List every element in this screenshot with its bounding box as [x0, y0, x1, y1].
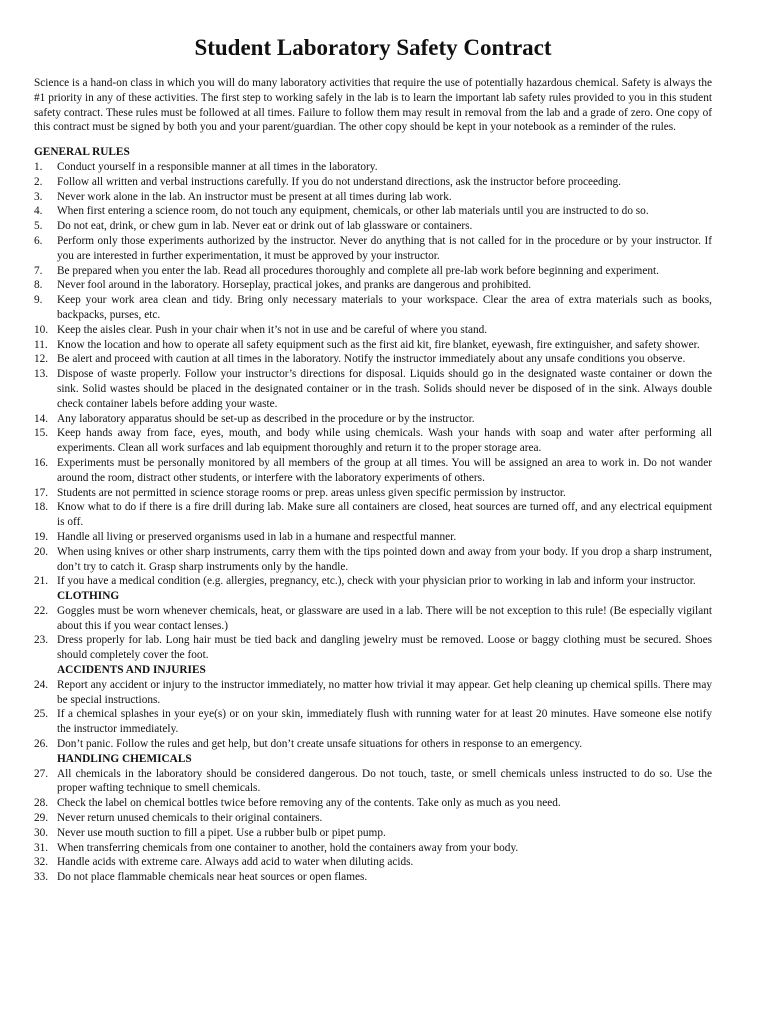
rule-number: 5. [34, 220, 43, 233]
rule-text: Handle all living or preserved organisms used in lab in a humane and respectful manner. [57, 530, 457, 543]
rule-item [34, 486, 712, 501]
rule-text: When using knives or other sharp instruments, carry them with the tips pointed down and away from your body. If you drop a sharp instrument, don’t try to catch it. Grasp sharp instruments only by the handle. [57, 545, 712, 573]
rule-text: Students are not permitted in science storage rooms or prep. areas unless given specific permission by instructor. [57, 486, 566, 499]
rule-text: Dispose of waste properly. Follow your instructor’s directions for disposal. Liquids should go in the designated waste container or down the sink. Solid wastes should be placed in the designated container or in the trash. Solids should never be disposed of in the sink. Always double check container labels before adding your waste. [57, 368, 712, 410]
rule-number: 20. [34, 545, 49, 558]
rule-item [34, 737, 712, 752]
rule-text: Keep hands away from face, eyes, mouth, and body while using chemicals. Wash your hands with soap and water after performing all experiments. Clean all work surfaces and lab equipment thoroughly and return it to the proper storage area. [57, 427, 712, 455]
rule-item [34, 323, 712, 338]
rule-item [34, 707, 712, 737]
rule-text: Handle acids with extreme care. Always add acid to water when diluting acids. [57, 856, 414, 869]
rule-item [34, 190, 712, 205]
rule-item [34, 811, 712, 826]
rule-item [34, 264, 712, 279]
rule-item [34, 338, 712, 353]
rule-item [34, 175, 712, 190]
rule-number: 16. [34, 456, 49, 469]
rule-number: 33. [34, 871, 49, 884]
rules-list [34, 767, 712, 885]
rule-text: Never work alone in the lab. An instructor must be present at all times during lab work. [57, 190, 452, 203]
rule-number: 14. [34, 412, 49, 425]
rule-number: 24. [34, 678, 49, 691]
rule-number: 29. [34, 812, 49, 825]
rule-number: 30. [34, 826, 49, 839]
page-title: Student Laboratory Safety Contract [194, 35, 552, 60]
rule-item [34, 796, 712, 811]
rule-item [34, 234, 712, 264]
rule-number: 3. [34, 190, 43, 203]
rule-item [34, 604, 712, 634]
rule-text: If you have a medical condition (e.g. allergies, pregnancy, etc.), check with your physician prior to working in lab and inform your instructor. [57, 575, 696, 588]
rule-text: When transferring chemicals from one container to another, hold the containers away from your body. [57, 841, 519, 854]
rule-number: 2. [34, 175, 43, 188]
rule-number: 6. [34, 234, 43, 247]
rules-list [34, 604, 712, 663]
rule-number: 31. [34, 841, 49, 854]
rule-item [34, 352, 712, 367]
rule-item [34, 426, 712, 456]
rule-number: 22. [34, 604, 49, 617]
rule-text: All chemicals in the laboratory should be considered dangerous. Do not touch, taste, or smell chemicals unless instructed to do so. Use the proper wafting technique to smell chemicals. [57, 767, 712, 795]
rule-number: 9. [34, 294, 43, 307]
rule-item [34, 456, 712, 486]
rule-item [34, 841, 712, 856]
rule-text: Keep your work area clean and tidy. Bring only necessary materials to your workspace. Clear the area of extra materials such as books, backpacks, purses, etc. [57, 294, 712, 321]
rule-item [34, 500, 712, 530]
rule-text: Any laboratory apparatus should be set-up as described in the procedure or by the instructor. [57, 412, 475, 425]
rule-text: If a chemical splashes in your eye(s) or on your skin, immediately flush with running water for at least 20 minutes. Have someone else notify the instructor immediately. [57, 708, 712, 736]
rule-text: Know what to do if there is a fire drill during lab. Make sure all containers are closed, heat sources are turned off, and any electrical equipment is off. [57, 501, 712, 529]
rule-number: 17. [34, 486, 49, 499]
rule-text: Perform only those experiments authorized by the instructor. Never do anything that is not called for in the procedure or by your instructor. If you are interested in further experimentation, it must be approved by your instructor. [57, 234, 712, 262]
rule-text: Never use mouth suction to fill a pipet. Use a rubber bulb or pipet pump. [57, 826, 386, 839]
rule-item [34, 412, 712, 427]
rule-text: Follow all written and verbal instructions carefully. If you do not understand directions, ask the instructor before proceeding. [57, 175, 621, 188]
rule-text: Know the location and how to operate all safety equipment such as the first aid kit, fire blanket, eyewash, fire extinguisher, and safety shower. [57, 338, 700, 351]
rule-text: Be prepared when you enter the lab. Read all procedures thoroughly and complete all pre-lab work before beginning and experiment. [57, 264, 659, 277]
rule-item [34, 160, 712, 175]
rules-container [34, 145, 712, 885]
rule-number: 27. [34, 767, 49, 780]
rule-text: Never return unused chemicals to their original containers. [57, 812, 323, 825]
rule-text: Be alert and proceed with caution at all times in the laboratory. Notify the instructor immediately about any unsafe conditions you observe. [57, 353, 686, 366]
rule-number: 8. [34, 279, 43, 292]
rule-number: 4. [34, 205, 43, 218]
rule-item [34, 633, 712, 663]
rule-item [34, 367, 712, 411]
section-heading: GENERAL RULES [34, 146, 130, 159]
rule-number: 13. [34, 368, 49, 381]
rules-list [34, 160, 712, 589]
rule-number: 15. [34, 427, 49, 440]
rule-item [34, 545, 712, 575]
rule-item [34, 204, 712, 219]
rule-item [34, 219, 712, 234]
rule-text: Experiments must be personally monitored by all members of the group at all times. You will be assigned an area to work in. Do not wander around the room, distract other students, or interfere with the laboratory experiments of others. [57, 456, 712, 484]
rule-text: Keep the aisles clear. Push in your chair when it’s not in use and be careful of where you stand. [57, 323, 488, 336]
rule-text: Do not place flammable chemicals near heat sources or open flames. [57, 871, 368, 884]
rule-number: 32. [34, 856, 49, 869]
rule-number: 12. [34, 353, 49, 366]
intro-paragraph: Science is a hand-on class in which you will do many laboratory activities that require the use of potentially hazardous chemical. Safety is always the #1 priority in any of these activities. The first step to working safely in the lab is to learn the important lab safety rules provided to you in this student safety contract. These rules must be followed at all times. Failure to follow them may result in removal from the lab and a grade of zero. One copy of this contract must be signed by both you and your parent/guardian. The other copy should be kept in your notebook as a reminder of the rules. [34, 77, 712, 134]
rule-text: Dress properly for lab. Long hair must be tied back and dangling jewelry must be removed. Loose or baggy clothing must be secured. Shoes should completely cover the foot. [57, 634, 712, 662]
rule-number: 26. [34, 738, 49, 751]
rule-item [34, 855, 712, 870]
rule-number: 25. [34, 708, 49, 721]
rule-text: Conduct yourself in a responsible manner at all times in the laboratory. [57, 160, 378, 173]
rule-text: Report any accident or injury to the instructor immediately, no matter how trivial it may appear. Get help cleaning up chemical spills. There may be special instructions. [57, 678, 712, 706]
rule-number: 10. [34, 323, 49, 336]
rule-item [34, 293, 712, 323]
rule-item [34, 678, 712, 708]
rule-item [34, 870, 712, 885]
rule-text: Don’t panic. Follow the rules and get help, but don’t create unsafe situations for others in response to an emergency. [57, 738, 583, 751]
rule-number: 23. [34, 634, 49, 647]
section-heading: ACCIDENTS AND INJURIES [57, 664, 206, 677]
rule-number: 18. [34, 501, 49, 514]
rule-number: 28. [34, 797, 49, 810]
rule-text: Goggles must be worn whenever chemicals, heat, or glassware are used in a lab. There will be not exception to this rule! (Be especially vigilant about this if you wear contact lenses.) [57, 604, 712, 632]
section-heading: CLOTHING [57, 590, 120, 603]
rule-number: 1. [34, 160, 43, 173]
rule-number: 19. [34, 530, 49, 543]
rules-list [34, 678, 712, 752]
rule-item [34, 826, 712, 841]
rule-item [34, 530, 712, 545]
rule-text: Check the label on chemical bottles twice before removing any of the contents. Take only as much as you need. [57, 797, 561, 810]
rule-text: When first entering a science room, do not touch any equipment, chemicals, or other lab materials until you are instructed to do so. [57, 205, 649, 218]
rule-item [34, 574, 712, 589]
rule-number: 21. [34, 575, 49, 588]
rule-item [34, 278, 712, 293]
section-heading: HANDLING CHEMICALS [57, 752, 192, 765]
rule-text: Do not eat, drink, or chew gum in lab. Never eat or drink out of lab glassware or containers. [57, 220, 473, 233]
rule-number: 11. [34, 338, 48, 351]
rule-text: Never fool around in the laboratory. Horseplay, practical jokes, and pranks are dangerous and prohibited. [57, 279, 532, 292]
rule-number: 7. [34, 264, 43, 277]
rule-item [34, 767, 712, 797]
